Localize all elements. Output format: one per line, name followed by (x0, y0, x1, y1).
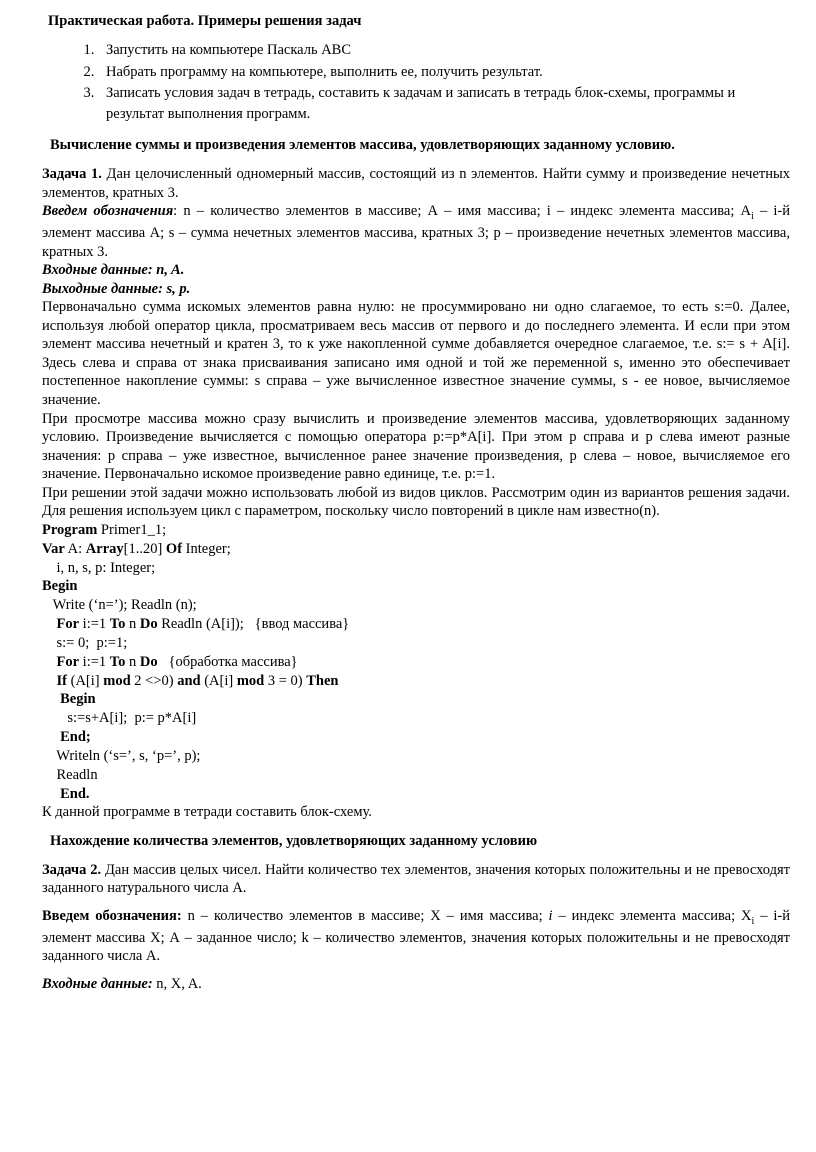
notation-1-subscript: i (751, 211, 754, 223)
body-paragraph-2: При просмотре массива можно сразу вычислить и произведение элементов массива, удовлетворяющих заданному условию. Произведение вычисляется с помощью оператора p:=p*A[i]. При этом р справа и р слева имеют разные значения: р справа – уже известное, вычисленное ранее значение произведения, р слева – новое, вычисляемое его значение. Первоначально искомое произведение равно единице, т.е. р:=1. (42, 410, 790, 483)
list-item: 2. Набрать программу на компьютере, выполнить ее, получить результат. (98, 62, 790, 83)
code-line: For i:=1 To n Do Readln (A[i]); {ввод массива} (56, 616, 350, 633)
code-line: Begin (60, 691, 96, 708)
notation-2-i: i (548, 907, 553, 924)
list-item: 3. Записать условия задач в тетрадь, составить к задачам и записать в тетрадь блок-схемы, программы и результат выполнения программ. (98, 83, 790, 124)
code-line: s:=s+A[i]; p:= p*A[i] (42, 710, 197, 727)
page-title: Практическая работа. Примеры решения задач (48, 13, 362, 29)
notation-1-text-cont: – i-й элемент массива А; s – сумма нечетных элементов массива, кратных 3; р – произведение нечетных элементов массива, кратных 3. (42, 203, 790, 260)
notation-2-text3: – i-й элемент массива Х; А – заданное число; k – количество элементов, значения которых положительны и не превосходят заданного числа А. (42, 907, 790, 965)
code-line: i, n, s, p: Integer; (42, 559, 156, 576)
code-line: Var A: Array[1..20] Of Integer; (42, 540, 231, 557)
task-2-label: Задача 2. (42, 861, 102, 878)
notation-1-text: : n – количество элементов в массиве; А – имя массива; i – индекс элемента массива; А (173, 203, 752, 220)
body-paragraph-1: Первоначально сумма искомых элементов равна нулю: не просуммировано ни одно слагаемое, то есть s:=0. Далее, используя любой оператор цикла, просматриваем весь массив от первого и до последнего элемента. И если при этом элемент массива нечетный и кратен 3, то к уже накопленной сумме добавляется очередное слагаемое, т.е. s:= s + A[i]. Здесь слева и справа от знака присваивания записано имя одной и той же переменной s, именно это обеспечивает постепенное накопление суммы: s справа – уже вычисленное известное значение суммы, s - ее новое, вычисляемое значение. (42, 299, 790, 408)
code-line: For i:=1 To n Do {обработка массива} (56, 653, 298, 670)
code-line: If (A[i] mod 2 <>0) and (A[i] mod 3 = 0) Then (56, 672, 339, 689)
section-heading-1: Вычисление суммы и произведения элементов массива, удовлетворяющих заданному условию. (50, 137, 675, 154)
notation-1-paragraph (42, 202, 790, 261)
output-data-1 (42, 280, 790, 299)
code-line: Readln (42, 766, 98, 783)
task-1-text: Дан целочисленный одномерный массив, состоящий из n элементов. Найти сумму и произведение нечетных элементов, кратных 3. (42, 166, 790, 201)
body-paragraph-3: При решении этой задачи можно использовать любой из видов циклов. Рассмотрим один из вариантов решения задачи. Для решения используем цикл с параметром, поскольку число повторений в цикле нам известно(n). (42, 484, 790, 520)
code-line: Writeln (‘s=’, s, ‘p=’, p); (42, 747, 201, 764)
after-program-text: К данной программе в тетради составить блок-схему. (42, 804, 372, 821)
input-data-1-text: Входные данные: n, A. (42, 262, 185, 279)
instructions-list (42, 40, 790, 124)
input-data-2 (42, 975, 790, 994)
code-line: Begin (42, 578, 78, 595)
output-data-1-text: Выходные данные: s, p. (42, 280, 191, 297)
code-line-text-1: Primer1_1; (100, 521, 167, 538)
notation-2-text: n – количество элементов в массиве; Х – имя массива; (181, 907, 549, 924)
notation-2-paragraph (42, 907, 790, 966)
task-1-label: Задача 1. (42, 166, 102, 183)
code-line: s:= 0; p:=1; (42, 634, 128, 651)
program-listing (42, 521, 790, 804)
code-line: Write (‘n=’); Readln (n); (42, 597, 197, 614)
notation-2-label: Введем обозначения: (42, 907, 182, 924)
code-line: End; (60, 729, 91, 746)
input-data-2-label: Входные данные: (42, 975, 153, 992)
input-data-2-text: n, X, A. (152, 975, 202, 992)
task-1-paragraph (42, 165, 790, 202)
task-2-paragraph (42, 861, 790, 898)
code-line: Program Primer1_1; (42, 521, 167, 538)
notation-2-text2: – индекс элемента массива; Х (552, 907, 752, 924)
code-line: End. (60, 785, 90, 802)
list-item: 1. Запустить на компьютере Паскаль АВС (98, 40, 790, 61)
input-data-1 (42, 261, 790, 280)
task-2-text: Дан массив целых чисел. Найти количество тех элементов, значения которых положительны и не превосходят заданного натурального числа А. (42, 861, 790, 897)
notation-1-label: Введем обозначения (42, 203, 174, 220)
notation-2-subscript: i (751, 915, 755, 927)
section-heading-2: Нахождение количества элементов, удовлетворяющих заданному условию (50, 833, 538, 850)
